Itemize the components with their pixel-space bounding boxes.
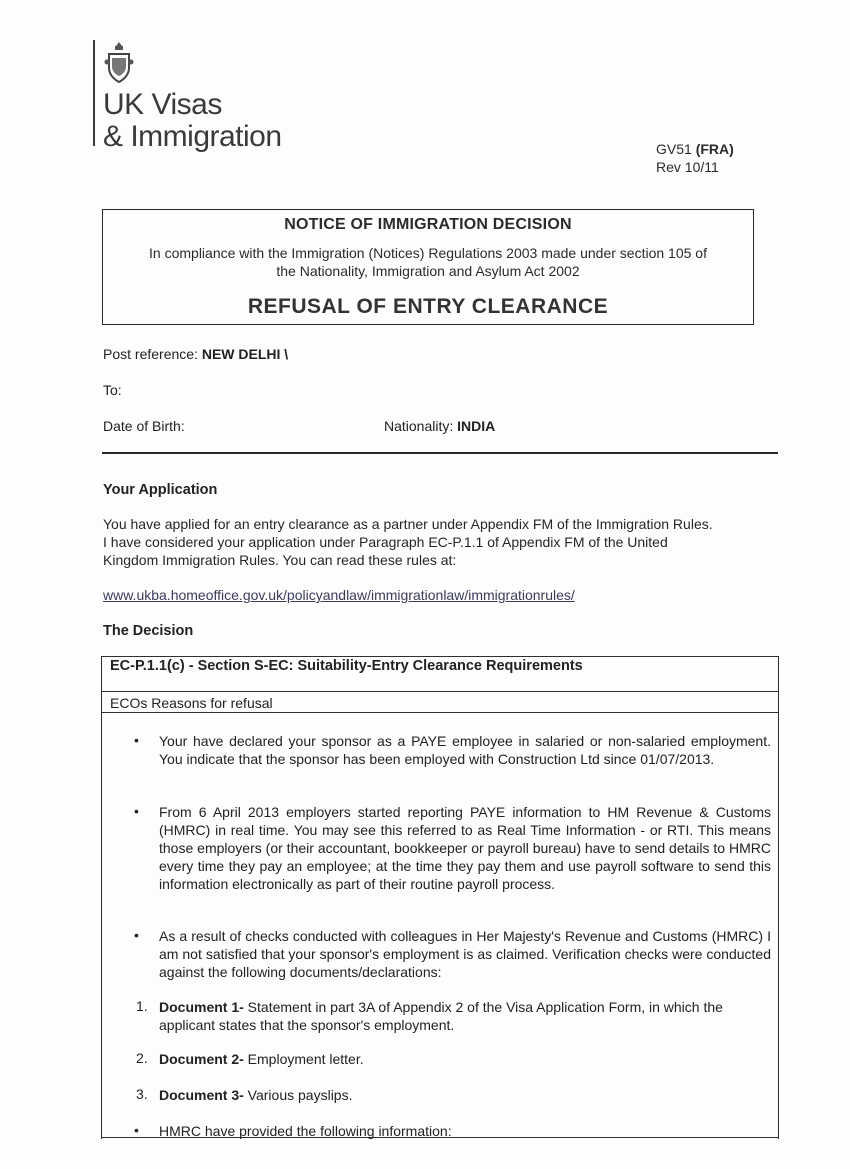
reason-bullet-1: Your have declared your sponsor as a PAYE employee in salaried or non-salaried employment. You indicate that the sponsor has been employed with Construction Ltd since 01/07/2013. bbox=[159, 733, 771, 767]
bullet-dot: • bbox=[134, 1122, 139, 1138]
application-line1: You have applied for an entry clearance as a partner under Appendix FM of the Immigration Rules. bbox=[103, 516, 713, 532]
org-name-line1: UK Visas bbox=[103, 88, 222, 121]
post-reference bbox=[103, 346, 288, 362]
document-label: Document 2- bbox=[159, 1051, 244, 1067]
table-divider bbox=[101, 712, 778, 713]
dob-label: Date of Birth: bbox=[103, 418, 185, 434]
bullet-dot: • bbox=[134, 732, 139, 748]
document-item bbox=[159, 1050, 771, 1068]
reason-bullet-3: As a result of checks conducted with colleagues in Her Majesty's Revenue and Customs (HMRC) I am not satisfied that your sponsor's employment is as claimed. Verification checks were conducted against the following documents/declarations: bbox=[159, 928, 771, 980]
post-reference-label: Post reference: bbox=[103, 346, 198, 362]
rules-link[interactable]: www.ukba.homeoffice.gov.uk/policyandlaw/immigrationlaw/immigrationrules/ bbox=[103, 587, 575, 603]
brand-divider bbox=[93, 40, 95, 146]
form-revision: Rev 10/11 bbox=[656, 159, 719, 175]
decision-title: REFUSAL OF ENTRY CLEARANCE bbox=[247, 295, 609, 318]
final-bullet: HMRC have provided the following information: bbox=[159, 1123, 452, 1139]
document-item bbox=[159, 1086, 771, 1104]
org-name-line2: & Immigration bbox=[103, 120, 282, 153]
notice-subtitle-line1: In compliance with the Immigration (Notices) Regulations 2003 made under section 105 of bbox=[149, 245, 707, 261]
section-divider bbox=[102, 452, 778, 454]
reason-bullet-2: From 6 April 2013 employers started reporting PAYE information to HM Revenue & Customs (HMRC) in real time. You may see this referred to as Real Time Information - or RTI. This means those employers (or their accountant, bookkeeper or payroll bureau) have to send details to HMRC every time they pay an employee; at the time they pay them and use payroll software to send this information electronically as part of their routine payroll process. bbox=[159, 804, 771, 892]
form-variant: (FRA) bbox=[695, 141, 734, 157]
bullet-dot: • bbox=[134, 927, 139, 943]
royal-crest-icon bbox=[104, 40, 134, 84]
notice-subtitle-line2: the Nationality, Immigration and Asylum Act 2002 bbox=[276, 263, 580, 279]
nationality-label: Nationality: bbox=[384, 418, 454, 434]
nationality bbox=[384, 418, 495, 434]
notice-subtitle bbox=[102, 244, 754, 280]
document-number: 1. bbox=[136, 998, 148, 1014]
document-text: Various payslips. bbox=[243, 1087, 353, 1103]
application-line3: Kingdom Immigration Rules. You can read these rules at: bbox=[103, 552, 457, 568]
document-number: 2. bbox=[136, 1050, 148, 1066]
post-reference-value: NEW DELHI \ bbox=[201, 346, 289, 362]
form-code: GV51 bbox=[656, 141, 692, 157]
form-code-block bbox=[656, 140, 734, 176]
document-label: Document 1- bbox=[159, 999, 244, 1015]
document-text: Employment letter. bbox=[243, 1051, 364, 1067]
notice-title: NOTICE OF IMMIGRATION DECISION bbox=[284, 216, 572, 233]
application-heading: Your Application bbox=[103, 482, 218, 498]
table-subheading: ECOs Reasons for refusal bbox=[110, 695, 273, 711]
document-item bbox=[159, 998, 771, 1034]
document-number: 3. bbox=[136, 1086, 148, 1102]
document-label: Document 3- bbox=[159, 1087, 244, 1103]
bullet-dot: • bbox=[134, 803, 139, 819]
nationality-value: INDIA bbox=[457, 418, 496, 434]
application-line2: I have considered your application under Paragraph EC-P.1.1 of Appendix FM of the United bbox=[103, 534, 668, 550]
application-text bbox=[103, 515, 778, 569]
decision-heading: The Decision bbox=[103, 623, 194, 639]
document-text: Statement in part 3A of Appendix 2 of the Visa Application Form, in which the applicant states that the sponsor's employment. bbox=[159, 999, 723, 1033]
table-divider bbox=[101, 691, 778, 692]
table-heading: EC-P.1.1(c) - Section S-EC: Suitability-Entry Clearance Requirements bbox=[110, 658, 583, 674]
to-label: To: bbox=[103, 382, 122, 398]
